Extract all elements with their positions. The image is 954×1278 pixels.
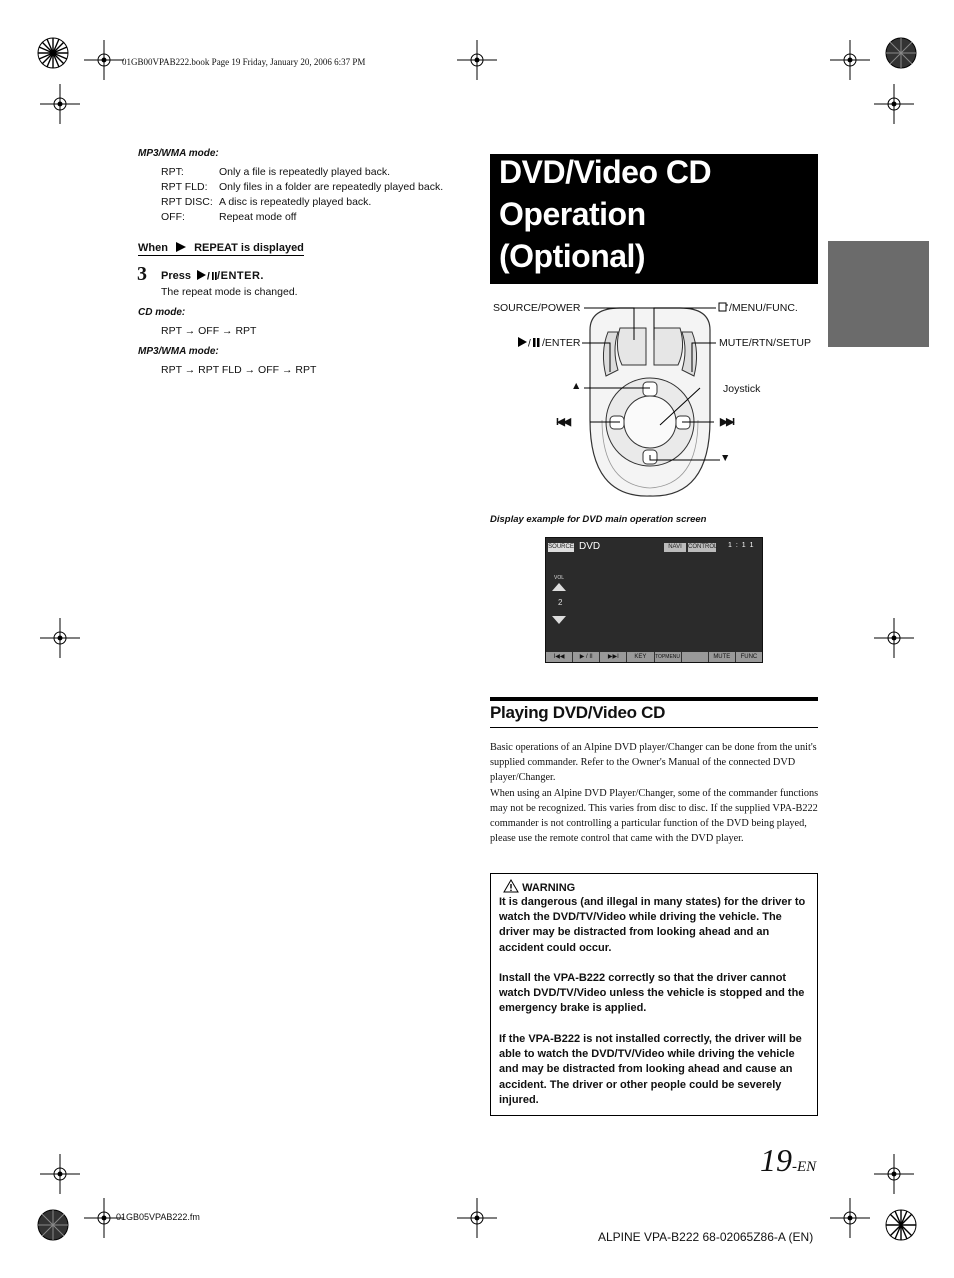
crosshair-mark-icon [40, 618, 80, 658]
previous-icon: I◀◀ [556, 416, 570, 428]
mp3-mode-sequence: RPT → RPT FLD → OFF → RPT [161, 364, 317, 376]
repeat-row: RPT: Only a file is repeatedly played back. [161, 166, 391, 178]
crosshair-mark-icon [457, 1198, 497, 1238]
section-title: Playing DVD/Video CD [490, 703, 666, 722]
crosshair-mark-icon [84, 40, 124, 80]
screen-key-button[interactable]: KEY [627, 652, 654, 662]
registration-mark-icon [884, 36, 918, 70]
screen-bottom-bar [546, 652, 762, 662]
header-file-info: 01GB00VPAB222.book Page 19 Friday, January 20, 2006 6:37 PM [122, 57, 366, 67]
play-pause-icon [197, 270, 217, 280]
play-pause-icon [518, 337, 542, 347]
callout-lines [560, 300, 740, 470]
menu-func-label: /MENU/FUNC. [718, 302, 798, 314]
cd-mode-sequence: RPT → OFF → RPT [161, 325, 257, 337]
up-arrow-icon: ▲ [571, 380, 582, 392]
crosshair-mark-icon [874, 618, 914, 658]
screen-play-button[interactable]: ▶ / II [573, 652, 600, 662]
vol-down-icon [552, 616, 566, 624]
crosshair-mark-icon [830, 40, 870, 80]
repeat-row: RPT FLD: Only files in a folder are repeatedly played back. [161, 181, 444, 193]
section-rule [490, 727, 818, 728]
registration-mark-icon [36, 1208, 70, 1242]
registration-mark-icon [884, 1208, 918, 1242]
crosshair-mark-icon [874, 84, 914, 124]
mute-label: MUTE/RTN/SETUP [719, 337, 811, 349]
crosshair-mark-icon [830, 1198, 870, 1238]
next-icon: ▶▶I [720, 416, 734, 428]
mode-label: DVD [579, 541, 601, 552]
page-number: 19-EN [760, 1142, 817, 1178]
repeat-row: OFF: Repeat mode off [161, 211, 297, 223]
crosshair-mark-icon [457, 40, 497, 80]
time-display: 1 : 1 1 [728, 542, 755, 549]
warning-paragraph: Install the VPA-B222 correctly so that the driver cannot watch DVD/TV/Video unless the vehicle is stopped and the emergency brake is applied. [499, 972, 805, 1015]
screen-topmenu-button[interactable]: TOPMENU [655, 654, 681, 660]
warning-paragraph: If the VPA-B222 is not installed correctly, the driver will be able to watch the DVD/TV/Video while driving the vehicle and may be distracted from looking ahead and cause an accident. The driver or other people could be severely injured. [499, 1033, 802, 1106]
section-bar [490, 697, 818, 701]
screen-prev-button[interactable]: I◀◀ [546, 652, 573, 662]
vol-up-icon [552, 583, 566, 591]
screen-blank-button[interactable] [682, 652, 709, 662]
display-caption: Display example for DVD main operation screen [490, 514, 707, 525]
vol-value: 2 [558, 598, 563, 607]
step-result: The repeat mode is changed. [161, 286, 298, 298]
crosshair-mark-icon [874, 1154, 914, 1194]
screen-func-button[interactable]: FUNC [740, 654, 758, 660]
play-icon [175, 242, 187, 252]
crosshair-mark-icon [40, 1154, 80, 1194]
crosshair-mark-icon [40, 84, 80, 124]
warning-title: WARNING [503, 879, 575, 894]
svg-text:/: / [207, 271, 210, 280]
footer-file: 01GB05VPAB222.fm [116, 1212, 200, 1222]
warning-paragraph: It is dangerous (and illegal in many states) for the driver to watch the DVD/TV/Video while driving the vehicle. The driver may be distracted from looking ahead and an accident could occur. [499, 896, 806, 954]
screen-next-button[interactable]: ▶▶I [600, 652, 627, 662]
section-body: Basic operations of an Alpine DVD player/Changer can be done from the unit's supplied commander. Refer to the Owner's Manual of the connected DVD player/Changer. When using an Alpine DVD Player/Changer, some of the commander functions may not be recognized. This varies from disc to disc. If the supplied VPA-B222 commander is not controlling a particular function of the DVD being played, please use the remote control that came with the DVD player. [490, 742, 819, 845]
control-button: CONTROL [688, 544, 718, 550]
menu-icon [718, 302, 729, 312]
source-button: SOURCE [548, 544, 574, 550]
warning-icon [503, 879, 519, 893]
joystick-label: Joystick [723, 383, 761, 395]
footer-model: ALPINE VPA-B222 68-02065Z86-A (EN) [598, 1230, 814, 1244]
mp3-mode-heading: MP3/WMA mode: [138, 148, 219, 159]
mp3-mode-heading-2: MP3/WMA mode: [138, 346, 219, 357]
dvd-screen [545, 537, 763, 663]
screen-mute-button[interactable]: MUTE [709, 652, 736, 662]
step-instruction: Press / /ENTER. [161, 270, 264, 282]
registration-mark-icon [36, 36, 70, 70]
navi-button: NAVI [664, 543, 686, 552]
page-title: DVD/Video CD Operation (Optional) [490, 154, 818, 284]
svg-text:/: / [528, 338, 531, 347]
enter-label: / /ENTER [518, 337, 581, 349]
step-number: 3 [137, 263, 147, 285]
cd-mode-heading: CD mode: [138, 307, 186, 318]
down-arrow-icon: ▼ [720, 452, 731, 464]
warning-box [490, 873, 818, 1116]
when-repeat-heading: When REPEAT is displayed [138, 242, 304, 254]
vol-label: VOL [554, 575, 565, 581]
repeat-row: RPT DISC: A disc is repeatedly played back. [161, 196, 372, 208]
source-power-label: SOURCE/POWER [493, 302, 581, 314]
section-tab [828, 241, 929, 347]
